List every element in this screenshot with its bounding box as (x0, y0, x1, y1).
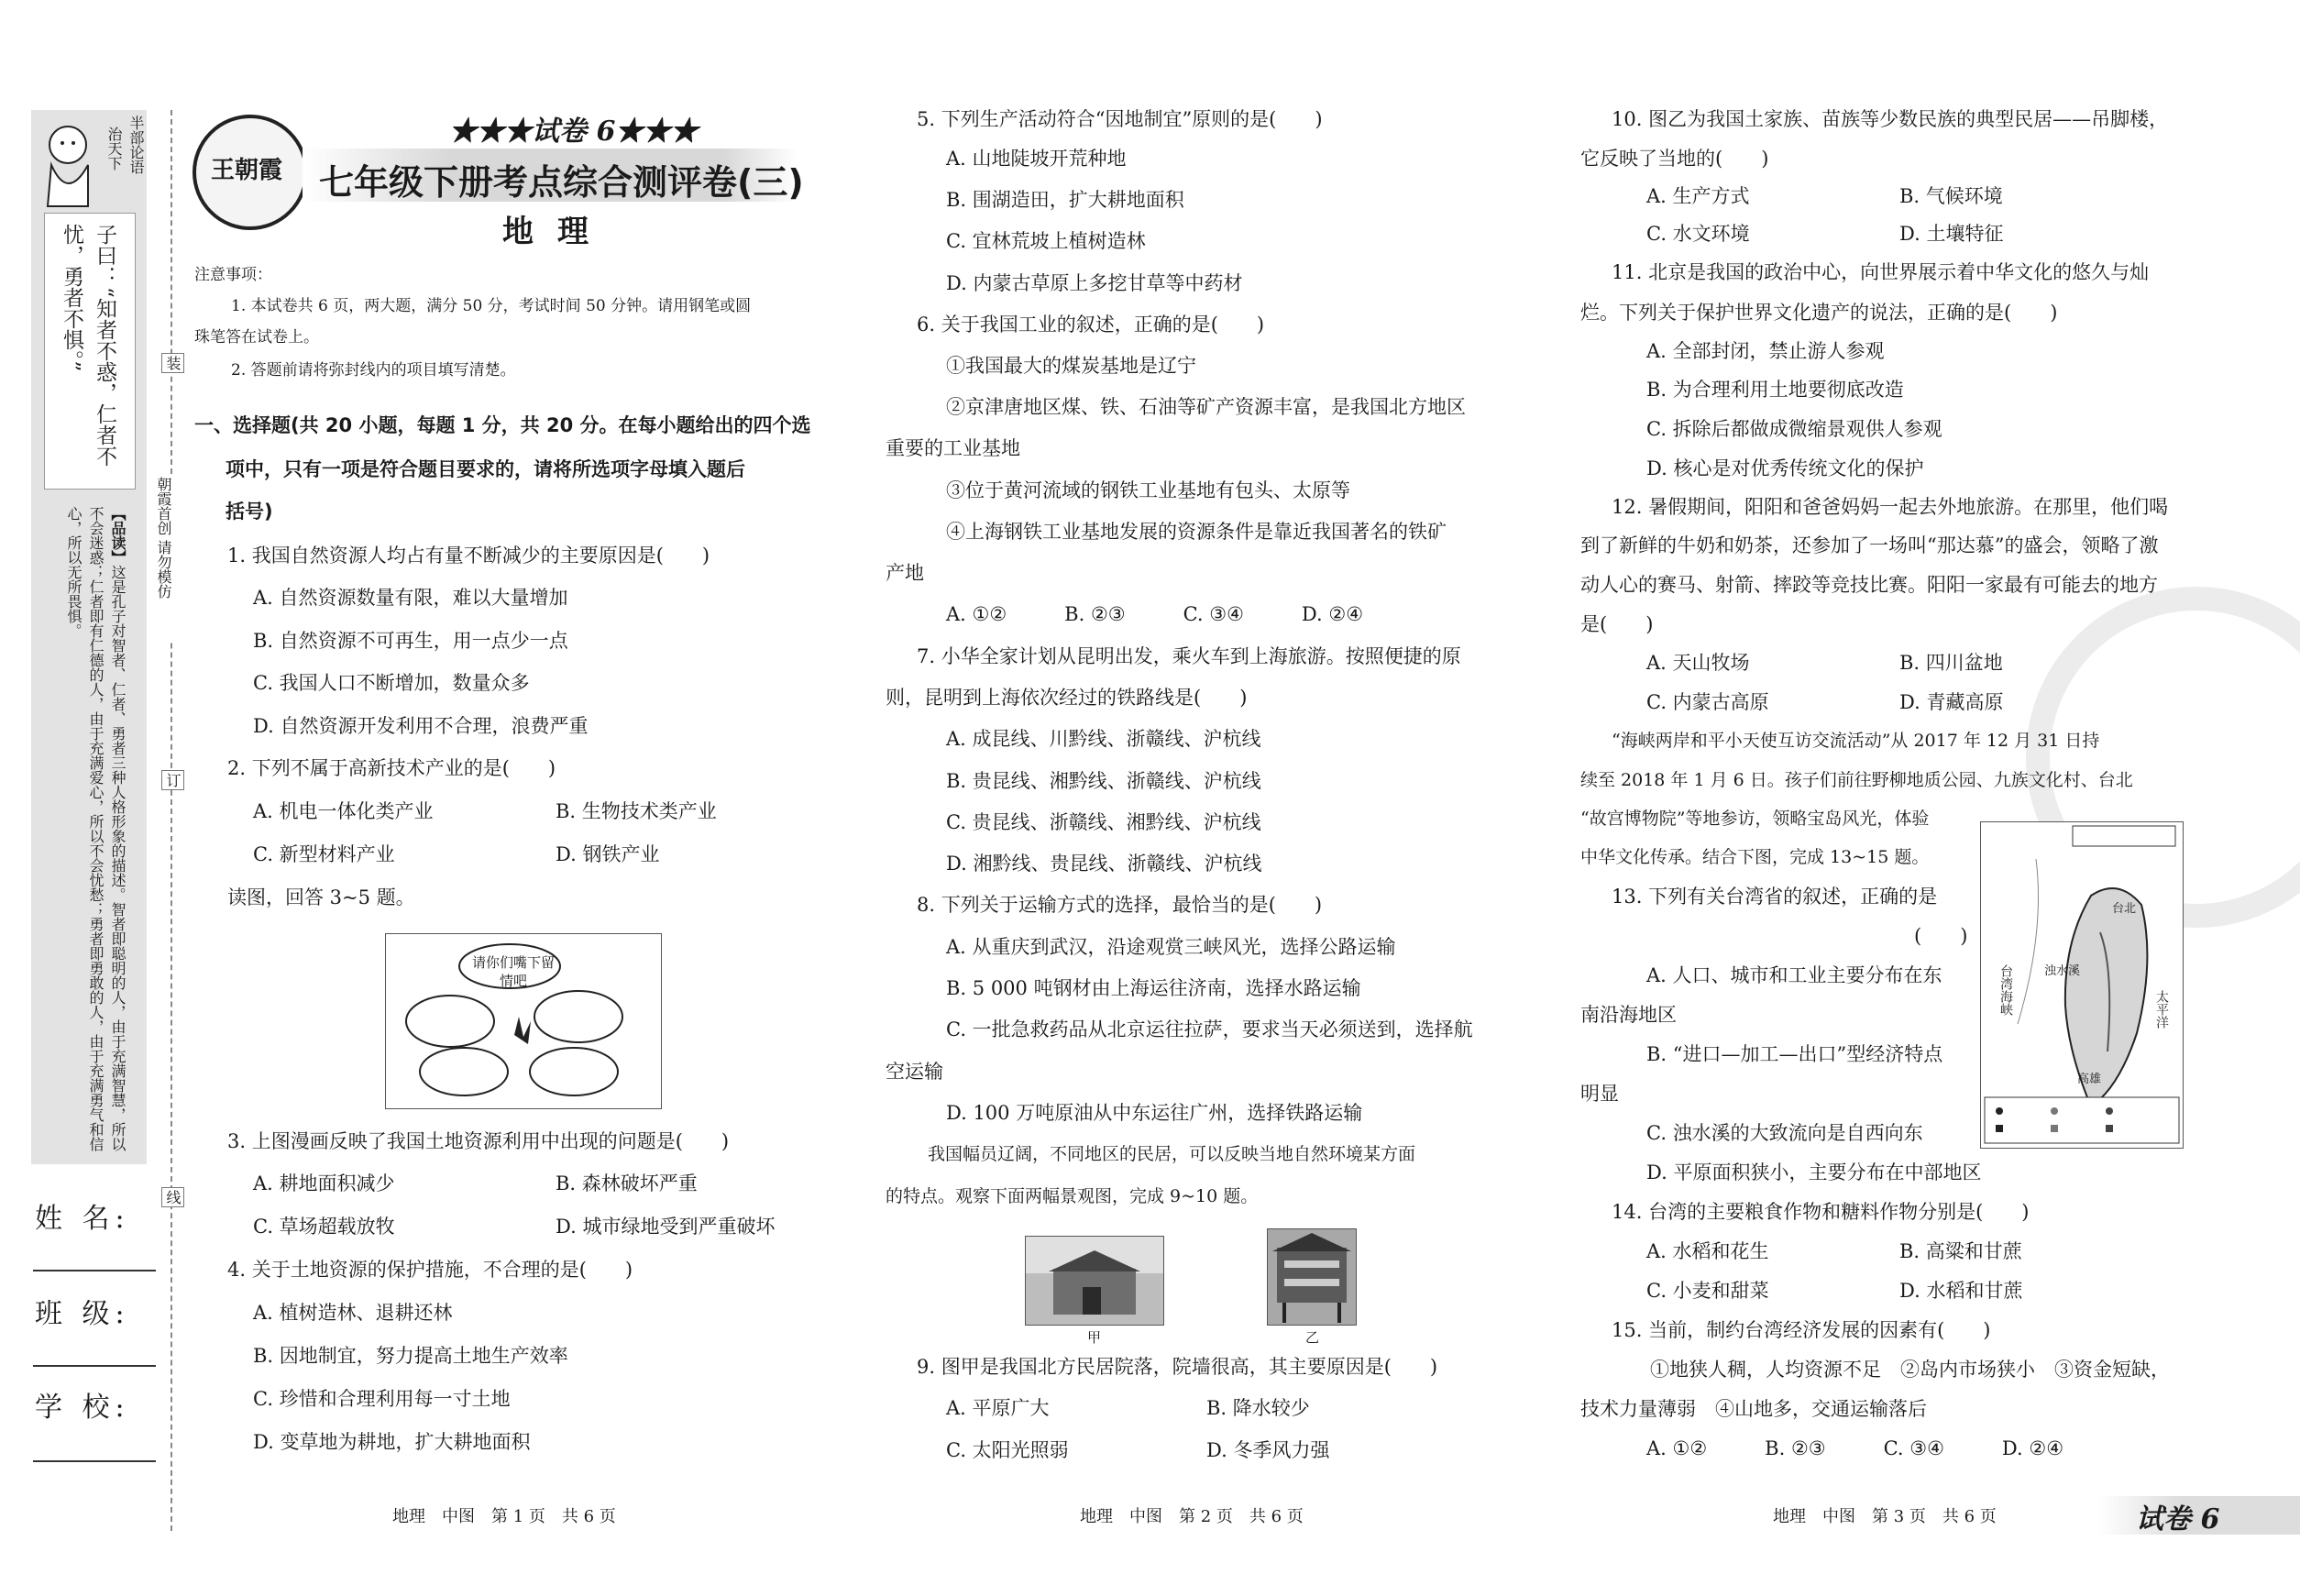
quote-line-1: 子曰：“知者不惑，仁者不 (93, 224, 116, 467)
q14-option-a: A. 水稻和花生 (1646, 1240, 1769, 1262)
q12-option-a: A. 天山牧场 (1646, 652, 1750, 674)
q7-option-a: A. 成昆线、川黔线、浙赣线、沪杭线 (946, 728, 1261, 750)
map-label-river: 浊水溪 (2044, 964, 2081, 978)
q9-option-d: D. 冬季风力强 (1206, 1439, 1330, 1461)
intro-9-10-a: 我国幅员辽阔，不同地区的民居，可以反映当地自然环境某方面 (928, 1144, 1416, 1164)
question-10b: 它反映了当地的( ) (1580, 148, 1769, 170)
notes-item2: 2. 答题前请将弥封线内的项目填写清楚。 (231, 361, 516, 380)
question-7a: 7. 小华全家计划从昆明出发，乘火车到上海旅游。按照便捷的原 (917, 645, 1461, 667)
motto-line-2: 治天下 (105, 127, 123, 171)
question-12c: 动人心的赛马、射箭、摔跤等竞技比赛。阳阳一家最有可能去的地方 (1580, 574, 2158, 596)
reading-title: 【品读】 (109, 506, 127, 565)
q1-option-c: C. 我国人口不断增加，数量众多 (253, 672, 530, 694)
exam-title: 七年级下册考点综合测评卷(三) (319, 162, 804, 203)
q8-option-b: B. 5 000 吨钢材由上海运往济南，选择水路运输 (946, 977, 1361, 999)
motto-line-1: 半部论语 (127, 116, 145, 174)
q5-option-c: C. 宜林荒坡上植树造林 (946, 230, 1146, 252)
cartoon-speech: 请你们嘴下留情吧 (471, 954, 555, 989)
q13-option-a-b: 南沿海地区 (1580, 1004, 1677, 1026)
q10-option-b: B. 气候环境 (1899, 185, 2003, 207)
q6-statement-1: ①我国最大的煤炭基地是辽宁 (946, 355, 1196, 377)
notes-item1a: 1. 本试卷共 6 页，两大题，满分 50 分，考试时间 50 分钟。请用钢笔或圆 (231, 297, 752, 315)
section1-line1: 一、选择题(共 20 小题，每题 1 分，共 20 分。在每小题给出的四个选 (194, 414, 811, 436)
read-instruction-3-5: 读图，回答 3~5 题。 (227, 886, 415, 908)
q5-option-d: D. 内蒙古草原上多挖甘草等中药材 (946, 272, 1243, 294)
name-field[interactable] (33, 1270, 156, 1271)
caption-jia: 甲 (1087, 1329, 1102, 1346)
paper-badge: 试卷 6 (2136, 1503, 2220, 1535)
q6-statement-4a: ④上海钢铁工业基地发展的资源条件是靠近我国著名的铁矿 (946, 521, 1447, 543)
question-1: 1. 我国自然资源人均占有量不断减少的主要原因是( ) (227, 545, 710, 567)
question-9: 9. 图甲是我国北方民居院落，院墙很高，其主要原因是( ) (917, 1356, 1438, 1378)
question-15: 15. 当前，制约台湾经济发展的因素有( ) (1612, 1319, 1991, 1341)
footer-page-3: 地理 中图 第 3 页 共 6 页 (1773, 1507, 1997, 1526)
question-11b: 烂。下列关于保护世界文化遗产的说法，正确的是( ) (1580, 302, 2058, 324)
question-13: 13. 下列有关台湾省的叙述，正确的是 (1612, 886, 1938, 908)
q6-statement-4b: 产地 (886, 562, 924, 584)
q10-option-d: D. 土壤特征 (1899, 223, 2004, 245)
q8-option-d: D. 100 万吨原油从中东运往广州，选择铁路运输 (946, 1102, 1363, 1124)
question-5: 5. 下列生产活动符合“因地制宜”原则的是( ) (917, 108, 1323, 130)
q3-option-d: D. 城市绿地受到严重破坏 (556, 1216, 776, 1238)
q4-option-d: D. 变草地为耕地，扩大耕地面积 (253, 1431, 531, 1453)
school-field[interactable] (33, 1460, 156, 1462)
q13-option-b-b: 明显 (1580, 1083, 1619, 1105)
q7-option-b: B. 贵昆线、湘黔线、浙赣线、沪杭线 (946, 770, 1261, 792)
map-label-kaohsiung: 高雄 (2077, 1073, 2102, 1086)
section1-line2: 项中，只有一项是符合题目要求的，请将所选项字母填入题后 (226, 458, 745, 480)
q11-option-d: D. 核心是对优秀传统文化的保护 (1646, 457, 1924, 479)
logo-text: 王朝霞 (210, 157, 282, 184)
q10-option-a: A. 生产方式 (1646, 185, 1750, 207)
class-label: 班 级: (35, 1298, 130, 1330)
q8-option-c-a: C. 一批急救药品从北京运往拉萨，要求当天必须送到，选择航 (946, 1018, 1473, 1040)
q3-option-c: C. 草场超载放牧 (253, 1216, 395, 1238)
q11-option-b: B. 为合理利用土地要彻底改造 (1646, 379, 1904, 401)
name-label: 姓 名: (35, 1203, 130, 1235)
question-3: 3. 上图漫画反映了我国土地资源利用中出现的问题是( ) (227, 1130, 730, 1152)
q8-option-c-b: 空运输 (886, 1061, 943, 1083)
question-12b: 到了新鲜的牛奶和奶茶，还参加了一场叫“那达慕”的盛会，领略了激 (1580, 534, 2159, 556)
confucius-quote (55, 224, 121, 480)
question-12d: 是( ) (1580, 613, 1654, 635)
question-12a: 12. 暑假期间，阳阳和爸爸妈妈一起去外地旅游。在那里，他们喝 (1612, 496, 2169, 518)
paper-number: ★★★试卷 6★★★ (449, 116, 699, 148)
q11-option-c: C. 拆除后都做成微缩景观供人参观 (1646, 418, 1942, 440)
q13-option-a-a: A. 人口、城市和工业主要分布在东 (1646, 964, 1942, 986)
question-6: 6. 关于我国工业的叙述，正确的是( ) (917, 314, 1265, 336)
question-11a: 11. 北京是我国的政治中心，向世界展示着中华文化的悠久与灿 (1612, 261, 2150, 283)
q8-option-a: A. 从重庆到武汉，沿途观赏三峡风光，选择公路运输 (946, 936, 1396, 958)
q6-options: A. ①② B. ②③ C. ③④ D. ②④ (946, 603, 1364, 625)
q13-option-b-a: B. “进口—加工—出口”型经济特点 (1646, 1043, 1943, 1065)
q7-option-d: D. 湘黔线、贵昆线、浙赣线、沪杭线 (946, 853, 1262, 875)
notes-heading: 注意事项： (194, 266, 272, 284)
intro-13-15-a: “海峡两岸和平小天使互访交流活动”从 2017 年 12 月 31 日持 (1612, 731, 2100, 751)
photo-stilt-house (1267, 1228, 1357, 1326)
intro-13-15-d: 中华文化传承。结合下图，完成 13~15 题。 (1580, 847, 1930, 867)
q9-option-c: C. 太阳光照弱 (946, 1439, 1069, 1461)
q7-option-c: C. 贵昆线、浙赣线、湘黔线、沪杭线 (946, 811, 1261, 833)
q6-statement-2b: 重要的工业基地 (886, 437, 1020, 459)
q1-option-d: D. 自然资源开发利用不合理，浪费严重 (253, 715, 589, 737)
map-label-taipei: 台北 (2112, 902, 2137, 916)
q4-option-a: A. 植树造林、退耕还林 (253, 1302, 453, 1324)
q13-paren: ( ) (1914, 925, 1968, 947)
question-2: 2. 下列不属于高新技术产业的是( ) (227, 757, 556, 779)
q9-option-b: B. 降水较少 (1206, 1397, 1310, 1419)
class-field[interactable] (33, 1365, 156, 1367)
q12-option-c: C. 内蒙古高原 (1646, 691, 1769, 713)
school-label: 学 校: (35, 1392, 130, 1424)
q9-option-a: A. 平原广大 (946, 1397, 1050, 1419)
q15-statements-2: 技术力量薄弱 ④山地多，交通运输落后 (1580, 1398, 1927, 1420)
intro-13-15-b: 续至 2018 年 1 月 6 日。孩子们前往野柳地质公园、九族文化村、台北 (1580, 770, 2133, 790)
reading-text: 这是孔子对智者、仁者、勇者三种人格形象的描述。智者即聪明的人，由于充满智慧，所以不会迷惑；仁者即有仁德的人，由于充满爱心，所以不会忧愁；勇者即勇敢的人，由于充满勇气和信心，所以无所畏惧。 (65, 506, 127, 1151)
intro-13-15-c: “故宫博物院”等地参访，领略宝岛风光，体验 (1580, 809, 1930, 829)
map-label-strait: 台湾海峡 (1998, 964, 2013, 1016)
q14-option-b: B. 高粱和甘蔗 (1899, 1240, 2022, 1262)
fold-mark-zhuang: 装 (161, 353, 184, 373)
q15-statements-1: ①地狭人稠，人均资源不足 ②岛内市场狭小 ③资金短缺， (1650, 1359, 2170, 1381)
question-4: 4. 关于土地资源的保护措施，不合理的是( ) (227, 1259, 633, 1281)
reading-note (48, 506, 128, 1157)
question-7b: 则，昆明到上海依次经过的铁路线是( ) (886, 687, 1248, 709)
q2-option-c: C. 新型材料产业 (253, 843, 395, 865)
question-10a: 10. 图乙为我国土家族、苗族等少数民族的典型民居——吊脚楼， (1612, 108, 2169, 130)
question-8: 8. 下列关于运输方式的选择，最恰当的是( ) (917, 894, 1323, 916)
q2-option-d: D. 钢铁产业 (556, 843, 660, 865)
q3-option-a: A. 耕地面积减少 (253, 1172, 395, 1194)
fold-line (171, 110, 172, 1531)
photo-northern-courtyard (1025, 1236, 1164, 1326)
fold-mark-xian: 线 (161, 1187, 184, 1207)
q12-option-b: B. 四川盆地 (1899, 652, 2003, 674)
fold-mark-ding: 订 (161, 770, 184, 790)
q14-option-c: C. 小麦和甜菜 (1646, 1280, 1769, 1302)
q2-option-a: A. 机电一体化类产业 (253, 800, 434, 822)
caption-yi: 乙 (1305, 1329, 1320, 1346)
q15-options: A. ①② B. ②③ C. ③④ D. ②④ (1646, 1437, 2064, 1459)
q1-option-b: B. 自然资源不可再生，用一点少一点 (253, 630, 568, 652)
q13-option-d: D. 平原面积狭小，主要分布在中部地区 (1646, 1161, 1982, 1183)
footer-page-2: 地理 中图 第 2 页 共 6 页 (1080, 1507, 1304, 1526)
q13-option-c: C. 浊水溪的大致流向是自西向东 (1646, 1122, 1923, 1144)
q6-statement-2a: ②京津唐地区煤、铁、石油等矿产资源丰富，是我国北方地区 (946, 396, 1466, 418)
q12-option-d: D. 青藏高原 (1899, 691, 2004, 713)
intro-9-10-b: 的特点。观察下面两幅景观图，完成 9~10 题。 (886, 1186, 1259, 1206)
q14-option-d: D. 水稻和甘蔗 (1899, 1280, 2023, 1302)
q6-statement-3: ③位于黄河流域的钢铁工业基地有包头、太原等 (946, 479, 1350, 501)
map-label-pacific: 太平洋 (2154, 990, 2169, 1029)
q4-option-b: B. 因地制宜，努力提高土地生产效率 (253, 1345, 568, 1367)
section1-line3: 括号) (226, 501, 273, 523)
quote-line-2: 忧，勇者不惧。” (60, 224, 83, 372)
q4-option-c: C. 珍惜和合理利用每一寸土地 (253, 1388, 511, 1410)
q10-option-c: C. 水文环境 (1646, 223, 1750, 245)
question-14: 14. 台湾的主要粮食作物和糖料作物分别是( ) (1612, 1201, 2030, 1223)
q5-option-b: B. 围湖造田，扩大耕地面积 (946, 189, 1184, 211)
notes-item1b: 珠笔答在试卷上。 (194, 328, 319, 347)
copyright-vertical: 朝霞首创 请勿模仿 (154, 477, 172, 642)
footer-page-1: 地理 中图 第 1 页 共 6 页 (392, 1507, 616, 1526)
q1-option-a: A. 自然资源数量有限，难以大量增加 (253, 587, 568, 609)
q11-option-a: A. 全部封闭，禁止游人参观 (1646, 340, 1885, 362)
q3-option-b: B. 森林破坏严重 (556, 1172, 698, 1194)
subject-title: 地理 (502, 214, 612, 250)
q2-option-b: B. 生物技术类产业 (556, 800, 717, 822)
q5-option-a: A. 山地陡坡开荒种地 (946, 148, 1127, 170)
